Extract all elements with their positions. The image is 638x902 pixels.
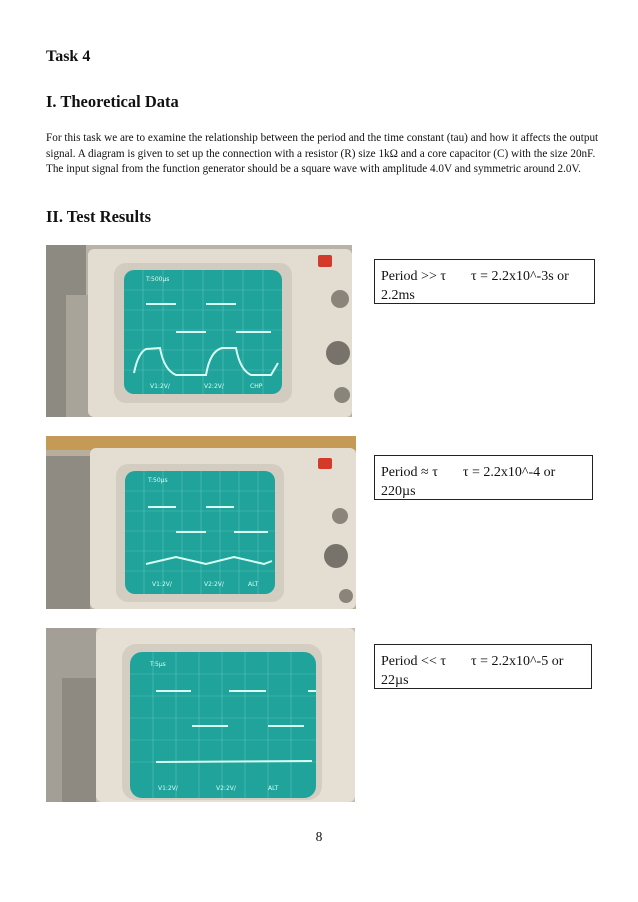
result-note-2 <box>374 455 593 500</box>
ch1-label: V1:2V/ <box>158 785 178 792</box>
oscilloscope-photo-3 <box>46 628 355 802</box>
ch2-label: V2:2V/ <box>204 383 224 390</box>
theory-paragraph: For this task we are to examine the relationship between the period and the time constant (tau) and how it affects the output signal. A diagram is given to set up the connection with a resistor (R) size 1kΩ and a core capacitor (C) with the size 20nF. The input signal from the function generator should be a square wave with amplitude 4.0V and symmetric around 2.0V. <box>46 132 599 176</box>
tau-value: τ = 2.2x10^-3s or <box>470 269 569 284</box>
timebase-label: T:500µs <box>146 276 170 283</box>
task-heading: Task 4 <box>46 48 91 65</box>
mode-label: ALT <box>268 785 279 792</box>
ch1-label: V1:2V/ <box>150 383 170 390</box>
output-rc-trace <box>156 761 312 762</box>
section-heading-results: II. Test Results <box>46 207 151 226</box>
oscilloscope-photo-1 <box>46 245 352 417</box>
mode-label: ALT <box>248 581 259 588</box>
power-button <box>318 255 332 267</box>
tau-alt-value: 2.2ms <box>381 288 415 303</box>
section-heading-theoretical: I. Theoretical Data <box>46 92 179 111</box>
oscilloscope-photo-2 <box>46 436 356 609</box>
power-button <box>318 458 332 469</box>
timebase-label: T:50µs <box>148 477 168 484</box>
ch2-label: V2:2V/ <box>216 785 236 792</box>
result-note-1 <box>374 259 595 304</box>
timebase-label: T:5µs <box>150 661 166 668</box>
tau-alt-value: 22µs <box>381 673 409 688</box>
ch2-label: V2:2V/ <box>204 581 224 588</box>
mode-label: CHP <box>250 383 263 390</box>
page-number: 8 <box>315 829 323 844</box>
condition-label: Period << τ <box>381 654 446 669</box>
tau-value: τ = 2.2x10^-5 or <box>470 654 564 669</box>
condition-label: Period >> τ <box>381 269 446 284</box>
tau-value: τ = 2.2x10^-4 or <box>462 465 556 480</box>
condition-label: Period ≈ τ <box>381 465 438 480</box>
result-note-3 <box>374 644 592 689</box>
ch1-label: V1:2V/ <box>152 581 172 588</box>
tau-alt-value: 220µs <box>381 484 416 499</box>
